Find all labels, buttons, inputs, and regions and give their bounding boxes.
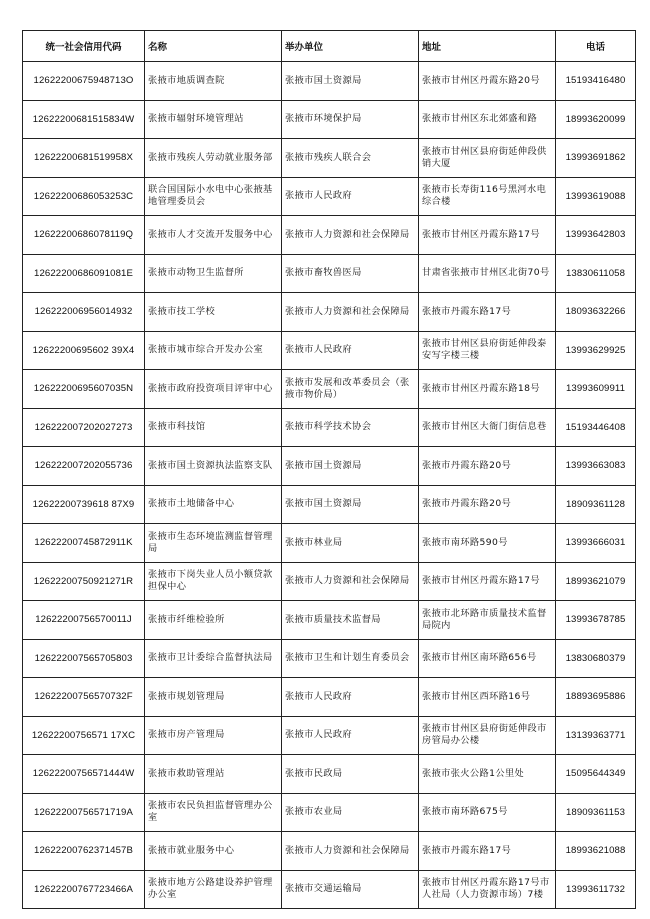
registry-document: [22, 30, 635, 909]
address-cell: 张掖市甘州区丹霞东路18号: [419, 370, 556, 409]
table-row: [23, 139, 636, 178]
table-row: [23, 177, 636, 216]
table-row: [23, 216, 636, 255]
table-row: [23, 100, 636, 139]
credit-code-cell: 12622200756571719A: [23, 793, 145, 832]
sponsor-org-cell: 张掖市民政局: [282, 755, 419, 794]
sponsor-org-cell: 张掖市林业局: [282, 524, 419, 563]
address-cell: 张掖市甘州区南环路656号: [419, 639, 556, 678]
table-row: [23, 370, 636, 409]
address-cell: 张掖市甘州区县府街延伸段市房管局办公楼: [419, 716, 556, 755]
address-cell: 张掖市甘州区大衙门街信息巷: [419, 408, 556, 447]
address-cell: 张掖市丹霞东路20号: [419, 447, 556, 486]
phone-cell: 13993611732: [556, 870, 636, 909]
name-cell: 张掖市技工学校: [145, 293, 282, 332]
credit-code-cell: 12622200686091081E: [23, 254, 145, 293]
credit-code-cell: 12622200695607035N: [23, 370, 145, 409]
table-row: [23, 832, 636, 871]
table-row: [23, 639, 636, 678]
sponsor-org-cell: 张掖市国土资源局: [282, 485, 419, 524]
phone-cell: 13139363771: [556, 716, 636, 755]
address-cell: 张掖市甘州区丹霞东路17号: [419, 216, 556, 255]
phone-cell: 15193446408: [556, 408, 636, 447]
table-row: [23, 524, 636, 563]
name-cell: 张掖市就业服务中心: [145, 832, 282, 871]
name-cell: 张掖市农民负担监督管理办公室: [145, 793, 282, 832]
sponsor-org-cell: 张掖市环境保护局: [282, 100, 419, 139]
name-cell: 张掖市残疾人劳动就业服务部: [145, 139, 282, 178]
credit-code-cell: 126222007202055736: [23, 447, 145, 486]
credit-code-cell: 12622200756571444W: [23, 755, 145, 794]
credit-code-cell: 12622200739618 87X9: [23, 485, 145, 524]
credit-code-cell: 12622200681519958X: [23, 139, 145, 178]
address-cell: 张掖市甘州区丹霞东路17号市人社局（人力资源市场）7楼: [419, 870, 556, 909]
sponsor-org-cell: 张掖市残疾人联合会: [282, 139, 419, 178]
address-cell: 张掖市南环路590号: [419, 524, 556, 563]
name-cell: 张掖市人才交流开发服务中心: [145, 216, 282, 255]
table-row: [23, 601, 636, 640]
table-row: [23, 331, 636, 370]
phone-cell: 13993619088: [556, 177, 636, 216]
name-cell: 张掖市房产管理局: [145, 716, 282, 755]
sponsor-org-cell: 张掖市人民政府: [282, 678, 419, 717]
table-row: [23, 408, 636, 447]
address-cell: 张掖市甘州区西环路16号: [419, 678, 556, 717]
header-credit-code: 统一社会信用代码: [23, 31, 145, 62]
sponsor-org-cell: 张掖市人民政府: [282, 716, 419, 755]
header-address: 地址: [419, 31, 556, 62]
phone-cell: 18993620099: [556, 100, 636, 139]
credit-code-cell: 12622200750921271R: [23, 562, 145, 601]
sponsor-org-cell: 张掖市人力资源和社会保障局: [282, 832, 419, 871]
sponsor-org-cell: 张掖市人力资源和社会保障局: [282, 562, 419, 601]
address-cell: 张掖市南环路675号: [419, 793, 556, 832]
phone-cell: 13830611058: [556, 254, 636, 293]
name-cell: 张掖市动物卫生监督所: [145, 254, 282, 293]
address-cell: 张掖市甘州区县府街延伸段供销大厦: [419, 139, 556, 178]
phone-cell: 13993663083: [556, 447, 636, 486]
name-cell: 张掖市下岗失业人员小额贷款担保中心: [145, 562, 282, 601]
sponsor-org-cell: 张掖市人力资源和社会保障局: [282, 293, 419, 332]
institution-table: [22, 30, 636, 909]
sponsor-org-cell: 张掖市人力资源和社会保障局: [282, 216, 419, 255]
table-row: [23, 678, 636, 717]
address-cell: 甘肃省张掖市甘州区北街70号: [419, 254, 556, 293]
phone-cell: 18909361153: [556, 793, 636, 832]
phone-cell: 13830680379: [556, 639, 636, 678]
name-cell: 张掖市土地储备中心: [145, 485, 282, 524]
phone-cell: 15193416480: [556, 62, 636, 101]
phone-cell: 13993609911: [556, 370, 636, 409]
credit-code-cell: 12622200756570732F: [23, 678, 145, 717]
table-row: [23, 254, 636, 293]
phone-cell: 13993629925: [556, 331, 636, 370]
credit-code-cell: 126222006956014932: [23, 293, 145, 332]
table-row: [23, 447, 636, 486]
phone-cell: 18993621088: [556, 832, 636, 871]
sponsor-org-cell: 张掖市科学技术协会: [282, 408, 419, 447]
table-row: [23, 562, 636, 601]
credit-code-cell: 12622200756570011J: [23, 601, 145, 640]
sponsor-org-cell: 张掖市畜牧兽医局: [282, 254, 419, 293]
sponsor-org-cell: 张掖市国土资源局: [282, 447, 419, 486]
phone-cell: 13993642803: [556, 216, 636, 255]
phone-cell: 13993678785: [556, 601, 636, 640]
address-cell: 张掖市丹霞东路17号: [419, 293, 556, 332]
sponsor-org-cell: 张掖市交通运输局: [282, 870, 419, 909]
name-cell: 张掖市城市综合开发办公室: [145, 331, 282, 370]
sponsor-org-cell: 张掖市国土资源局: [282, 62, 419, 101]
address-cell: 张掖市张火公路1公里处: [419, 755, 556, 794]
phone-cell: 13993666031: [556, 524, 636, 563]
table-row: [23, 62, 636, 101]
name-cell: 张掖市纤维检验所: [145, 601, 282, 640]
sponsor-org-cell: 张掖市卫生和计划生育委员会: [282, 639, 419, 678]
phone-cell: 18993621079: [556, 562, 636, 601]
sponsor-org-cell: 张掖市人民政府: [282, 177, 419, 216]
name-cell: 张掖市科技馆: [145, 408, 282, 447]
name-cell: 张掖市卫计委综合监督执法局: [145, 639, 282, 678]
sponsor-org-cell: 张掖市质量技术监督局: [282, 601, 419, 640]
table-header-row: [23, 31, 636, 62]
phone-cell: 15095644349: [556, 755, 636, 794]
sponsor-org-cell: 张掖市农业局: [282, 793, 419, 832]
credit-code-cell: 12622200675948713O: [23, 62, 145, 101]
credit-code-cell: 12622200695602 39X4: [23, 331, 145, 370]
address-cell: 张掖市甘州区丹霞东路17号: [419, 562, 556, 601]
credit-code-cell: 12622200745872911K: [23, 524, 145, 563]
name-cell: 张掖市辐射环境管理站: [145, 100, 282, 139]
address-cell: 张掖市甘州区县府街延伸段泰安写字楼三楼: [419, 331, 556, 370]
address-cell: 张掖市丹霞东路17号: [419, 832, 556, 871]
name-cell: 张掖市生态环境监测监督管理局: [145, 524, 282, 563]
address-cell: 张掖市甘州区东北郊盛和路: [419, 100, 556, 139]
address-cell: 张掖市丹霞东路20号: [419, 485, 556, 524]
phone-cell: 18909361128: [556, 485, 636, 524]
phone-cell: 18893695886: [556, 678, 636, 717]
credit-code-cell: 12622200686078119Q: [23, 216, 145, 255]
table-row: [23, 293, 636, 332]
credit-code-cell: 126222007202027273: [23, 408, 145, 447]
table-row: [23, 793, 636, 832]
credit-code-cell: 126222007565705803: [23, 639, 145, 678]
credit-code-cell: 12622200762371457B: [23, 832, 145, 871]
header-sponsor-org: 举办单位: [282, 31, 419, 62]
address-cell: 张掖市甘州区丹霞东路20号: [419, 62, 556, 101]
table-row: [23, 485, 636, 524]
credit-code-cell: 12622200767723466A: [23, 870, 145, 909]
address-cell: 张掖市长寿街116号黑河水电综合楼: [419, 177, 556, 216]
name-cell: 张掖市规划管理局: [145, 678, 282, 717]
name-cell: 张掖市地方公路建设养护管理办公室: [145, 870, 282, 909]
credit-code-cell: 12622200686053253C: [23, 177, 145, 216]
table-row: [23, 716, 636, 755]
header-name: 名称: [145, 31, 282, 62]
name-cell: 张掖市国土资源执法监察支队: [145, 447, 282, 486]
phone-cell: 18093632266: [556, 293, 636, 332]
header-phone: 电话: [556, 31, 636, 62]
table-row: [23, 755, 636, 794]
table-row: [23, 870, 636, 909]
name-cell: 张掖市政府投资项目评审中心: [145, 370, 282, 409]
name-cell: 联合国国际小水电中心张掖基地管理委员会: [145, 177, 282, 216]
table-body: [23, 62, 636, 909]
credit-code-cell: 12622200681515834W: [23, 100, 145, 139]
name-cell: 张掖市救助管理站: [145, 755, 282, 794]
credit-code-cell: 12622200756571 17XC: [23, 716, 145, 755]
phone-cell: 13993691862: [556, 139, 636, 178]
address-cell: 张掖市北环路市质量技术监督局院内: [419, 601, 556, 640]
name-cell: 张掖市地质调查院: [145, 62, 282, 101]
sponsor-org-cell: 张掖市发展和改革委员会（张掖市物价局）: [282, 370, 419, 409]
sponsor-org-cell: 张掖市人民政府: [282, 331, 419, 370]
